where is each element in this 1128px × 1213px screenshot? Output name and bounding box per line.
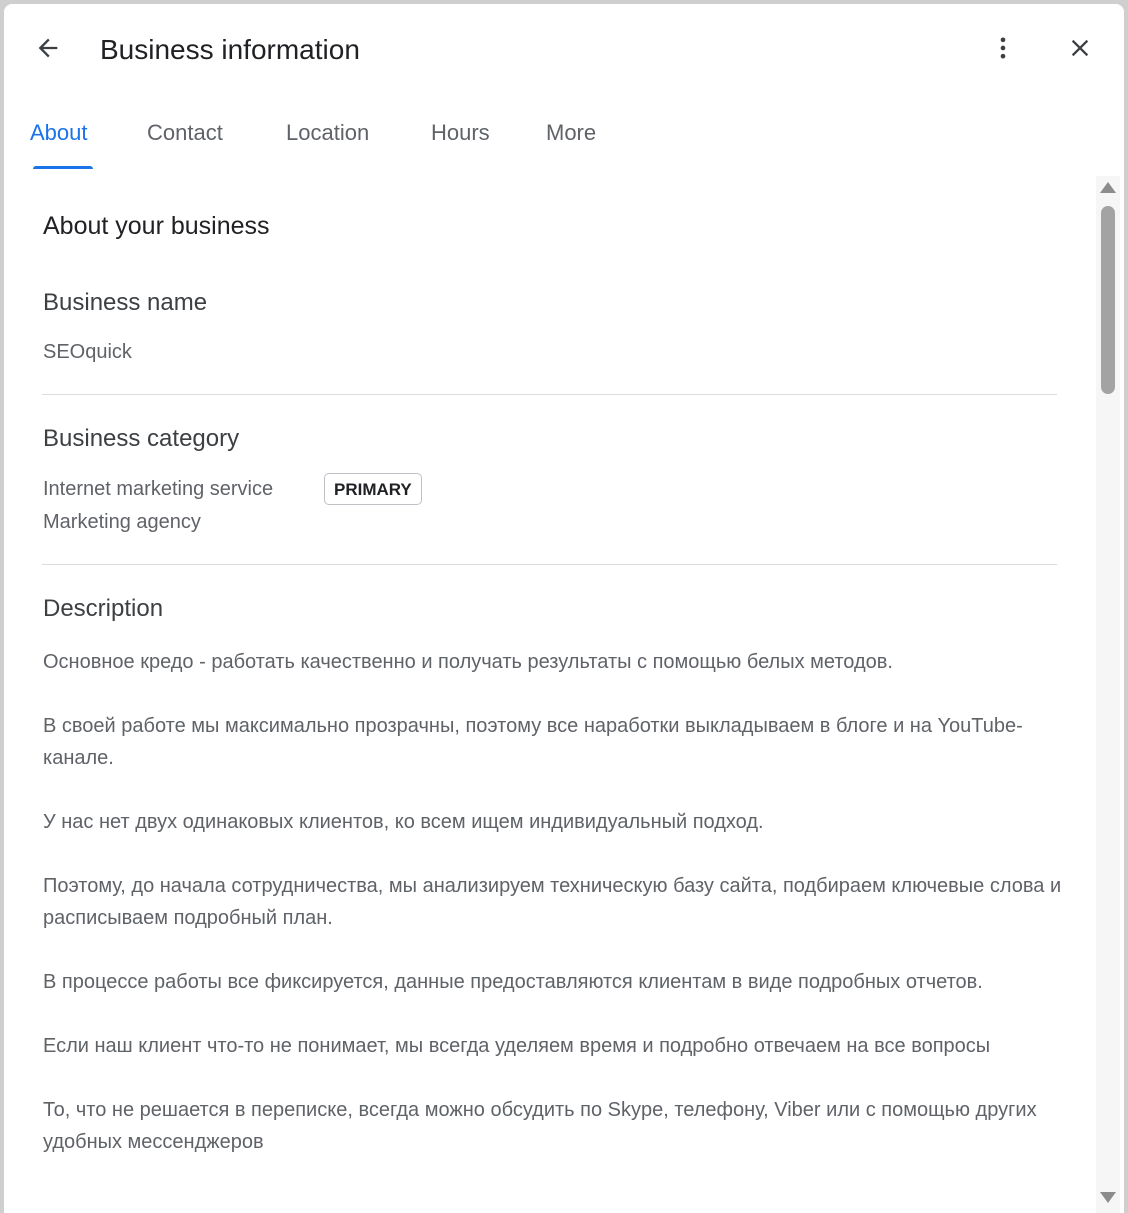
- close-icon: [1066, 34, 1094, 62]
- tab-location[interactable]: Location: [286, 120, 370, 145]
- arrow-back-icon: [34, 34, 62, 62]
- close-button[interactable]: [1060, 28, 1100, 68]
- tab-more[interactable]: More: [546, 120, 597, 145]
- scrollbar[interactable]: [1096, 176, 1120, 1213]
- back-button[interactable]: [28, 28, 68, 68]
- divider: [42, 394, 1057, 395]
- description-paragraph: Основное кредо - работать качественно и получать результаты с помощью белых методов.: [43, 651, 893, 673]
- description-paragraph: В процессе работы все фиксируется, данные предоставляются клиентам в виде подробных отчетов.: [43, 971, 983, 993]
- more-vert-icon: [989, 34, 1017, 62]
- description-text: [43, 646, 1063, 1190]
- primary-category-value: Internet marketing service: [43, 478, 274, 500]
- business-info-dialog: [4, 4, 1124, 1213]
- secondary-category-value: Marketing agency: [43, 511, 201, 533]
- dialog-header: [4, 4, 1124, 96]
- scroll-down-arrow-icon[interactable]: [1100, 1192, 1116, 1203]
- description-paragraph: Поэтому, до начала сотрудничества, мы анализируем техническую базу сайта, подбираем ключевые слова и расписываем подробный план.: [43, 875, 1062, 929]
- description-label: Description: [43, 595, 164, 622]
- dialog-title: Business information: [100, 34, 360, 65]
- description-paragraph: В своей работе мы максимально прозрачны, поэтому все наработки выкладываем в блоге и на YouTube-канале.: [43, 715, 1023, 769]
- active-tab-indicator: [33, 166, 93, 169]
- tab-hours[interactable]: Hours: [431, 120, 490, 145]
- description-paragraph: У нас нет двух одинаковых клиентов, ко всем ищем индивидуальный подход.: [43, 811, 764, 833]
- primary-badge: PRIMARY: [324, 473, 422, 505]
- scroll-up-arrow-icon[interactable]: [1100, 182, 1116, 193]
- tab-contact[interactable]: Contact: [147, 120, 223, 145]
- divider: [42, 564, 1057, 565]
- tab-about[interactable]: About: [30, 120, 88, 145]
- description-paragraph: Если наш клиент что-то не понимает, мы всегда уделяем время и подробно отвечаем на все вопросы: [43, 1035, 991, 1057]
- about-content: [4, 174, 1094, 1213]
- description-paragraph: То, что не решается в переписке, всегда можно обсудить по Skype, телефону, Viber или с помощью других удобных мессенджеров: [43, 1099, 1037, 1153]
- more-options-button[interactable]: [983, 28, 1023, 68]
- business-name-label: Business name: [43, 289, 208, 316]
- business-category-label: Business category: [43, 425, 240, 452]
- business-name-value: SEOquick: [43, 341, 132, 363]
- tab-bar: [4, 104, 1124, 172]
- scrollbar-thumb[interactable]: [1101, 206, 1115, 394]
- section-title: About your business: [43, 212, 270, 240]
